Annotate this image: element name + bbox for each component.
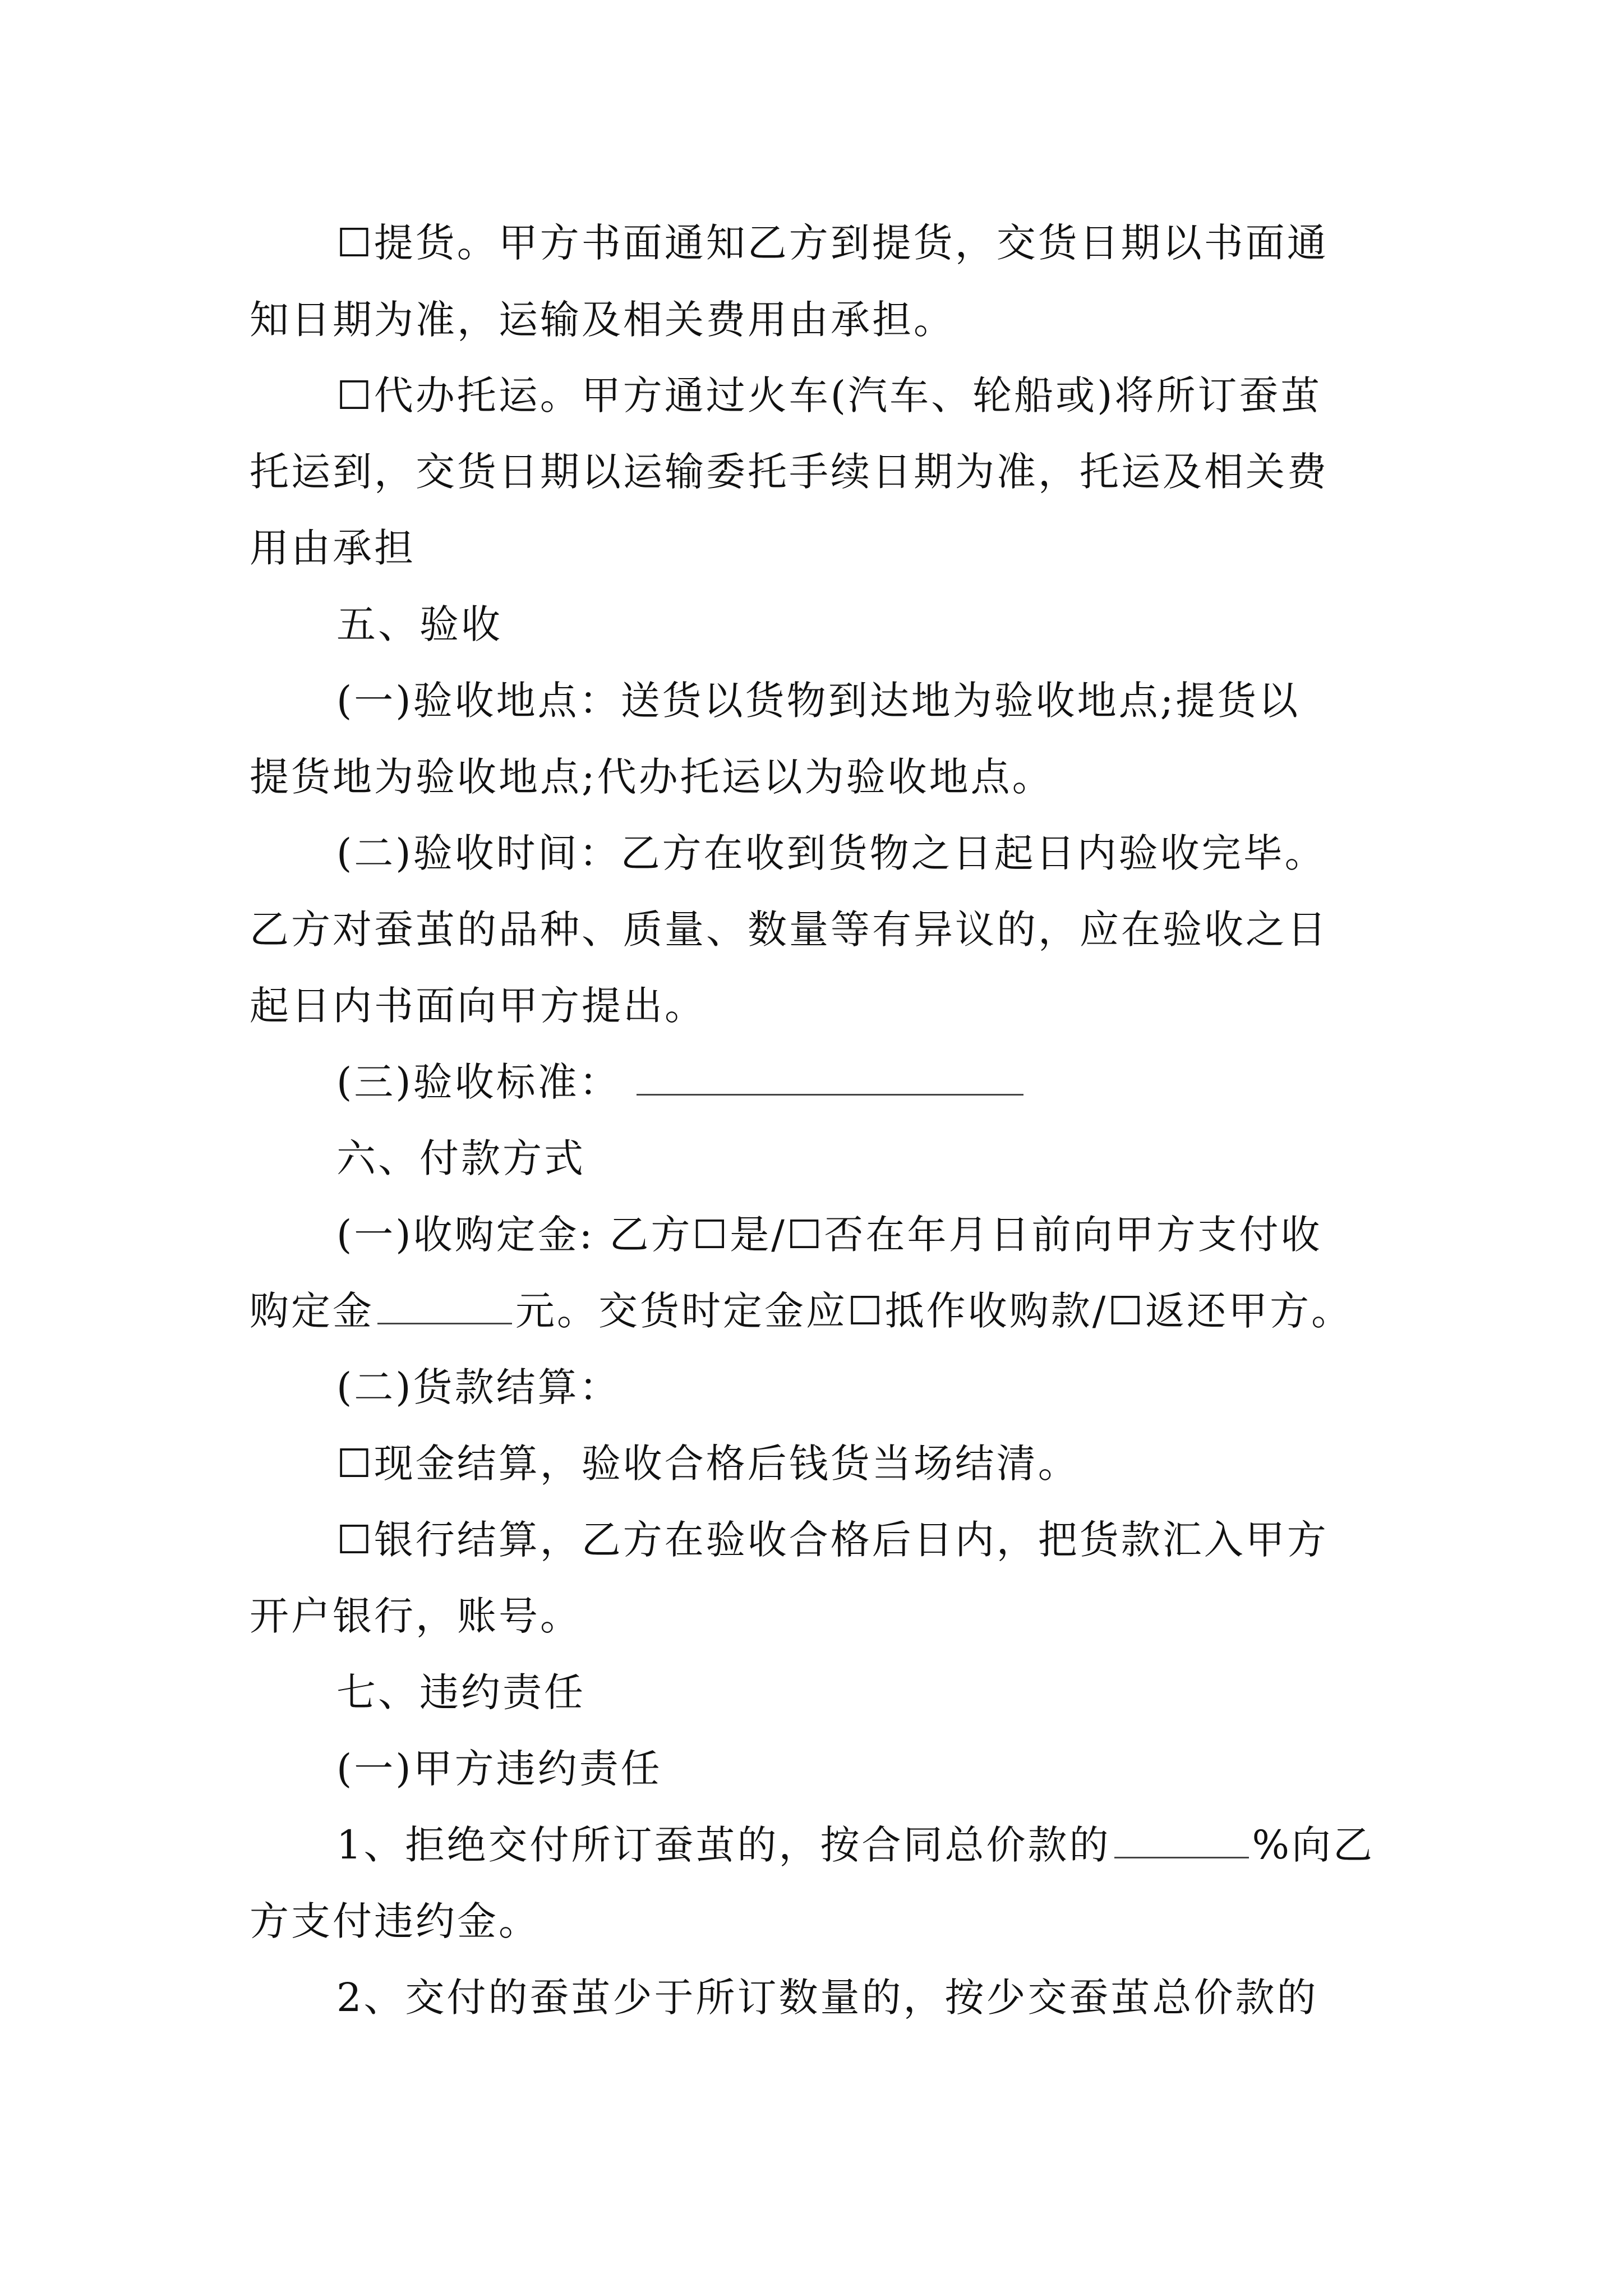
acceptance-standard-label: (三)验收标准： <box>336 1059 621 1105</box>
paragraph-line: ☐现金结算，验收合格后钱货当场结清。 <box>336 1441 1080 1487</box>
deposit-amount-blank <box>377 1291 512 1324</box>
paragraph-line: (二)货款结算： <box>336 1364 621 1410</box>
penalty-label: 1、拒绝交付所订蚕茧的，按合同总价款的 <box>336 1822 1111 1868</box>
paragraph-line: (一)甲方违约责任 <box>336 1746 662 1792</box>
section-heading: 七、违约责任 <box>336 1669 585 1715</box>
paragraph-line: 提货地为验收地点;代办托运以为验收地点。 <box>250 754 1054 800</box>
paragraph-line: (一)收购定金: 乙方☐是/☐否在年月日前向甲方支付收 <box>336 1212 1322 1258</box>
paragraph-line: ☐银行结算，乙方在验收合格后日内，把货款汇入甲方 <box>336 1517 1329 1563</box>
paragraph-line: ☐提货。甲方书面通知乙方到提货，交货日期以书面通 <box>336 220 1329 266</box>
paragraph-line: 方支付违约金。 <box>250 1898 540 1944</box>
section-heading: 五、验收 <box>336 601 502 647</box>
penalty-text: %向乙 <box>1252 1822 1375 1868</box>
paragraph-line: 用由承担 <box>250 525 416 571</box>
paragraph-line: 乙方对蚕茧的品种、质量、数量等有异议的，应在验收之日 <box>250 907 1329 953</box>
paragraph-line <box>250 1280 1353 1342</box>
paragraph-line: 起日内书面向甲方提出。 <box>250 983 706 1029</box>
paragraph-line: (一)验收地点：送货以货物到达地为验收地点;提货以 <box>336 678 1301 724</box>
paragraph-line <box>336 1051 1023 1113</box>
acceptance-standard-blank <box>637 1062 1023 1096</box>
section-heading: 六、付款方式 <box>336 1135 585 1181</box>
paragraph-line: 开户银行，账号。 <box>250 1593 582 1639</box>
penalty-percent-blank <box>1114 1825 1249 1858</box>
paragraph-line: 2、交付的蚕茧少于所订数量的，按少交蚕茧总价款的 <box>336 1975 1318 2021</box>
deposit-label: 购定金 <box>250 1288 374 1334</box>
paragraph-line: 知日期为准，运输及相关费用由承担。 <box>250 297 955 343</box>
paragraph-line: ☐代办托运。甲方通过火车(汽车、轮船或)将所订蚕茧 <box>336 372 1322 418</box>
paragraph-line: (二)验收时间：乙方在收到货物之日起日内验收完毕。 <box>336 830 1326 876</box>
paragraph-line <box>336 1814 1375 1876</box>
paragraph-line: 托运到，交货日期以运输委托手续日期为准，托运及相关费 <box>250 449 1329 495</box>
deposit-text: 元。交货时定金应☐抵作收购款/☐返还甲方。 <box>515 1288 1353 1334</box>
